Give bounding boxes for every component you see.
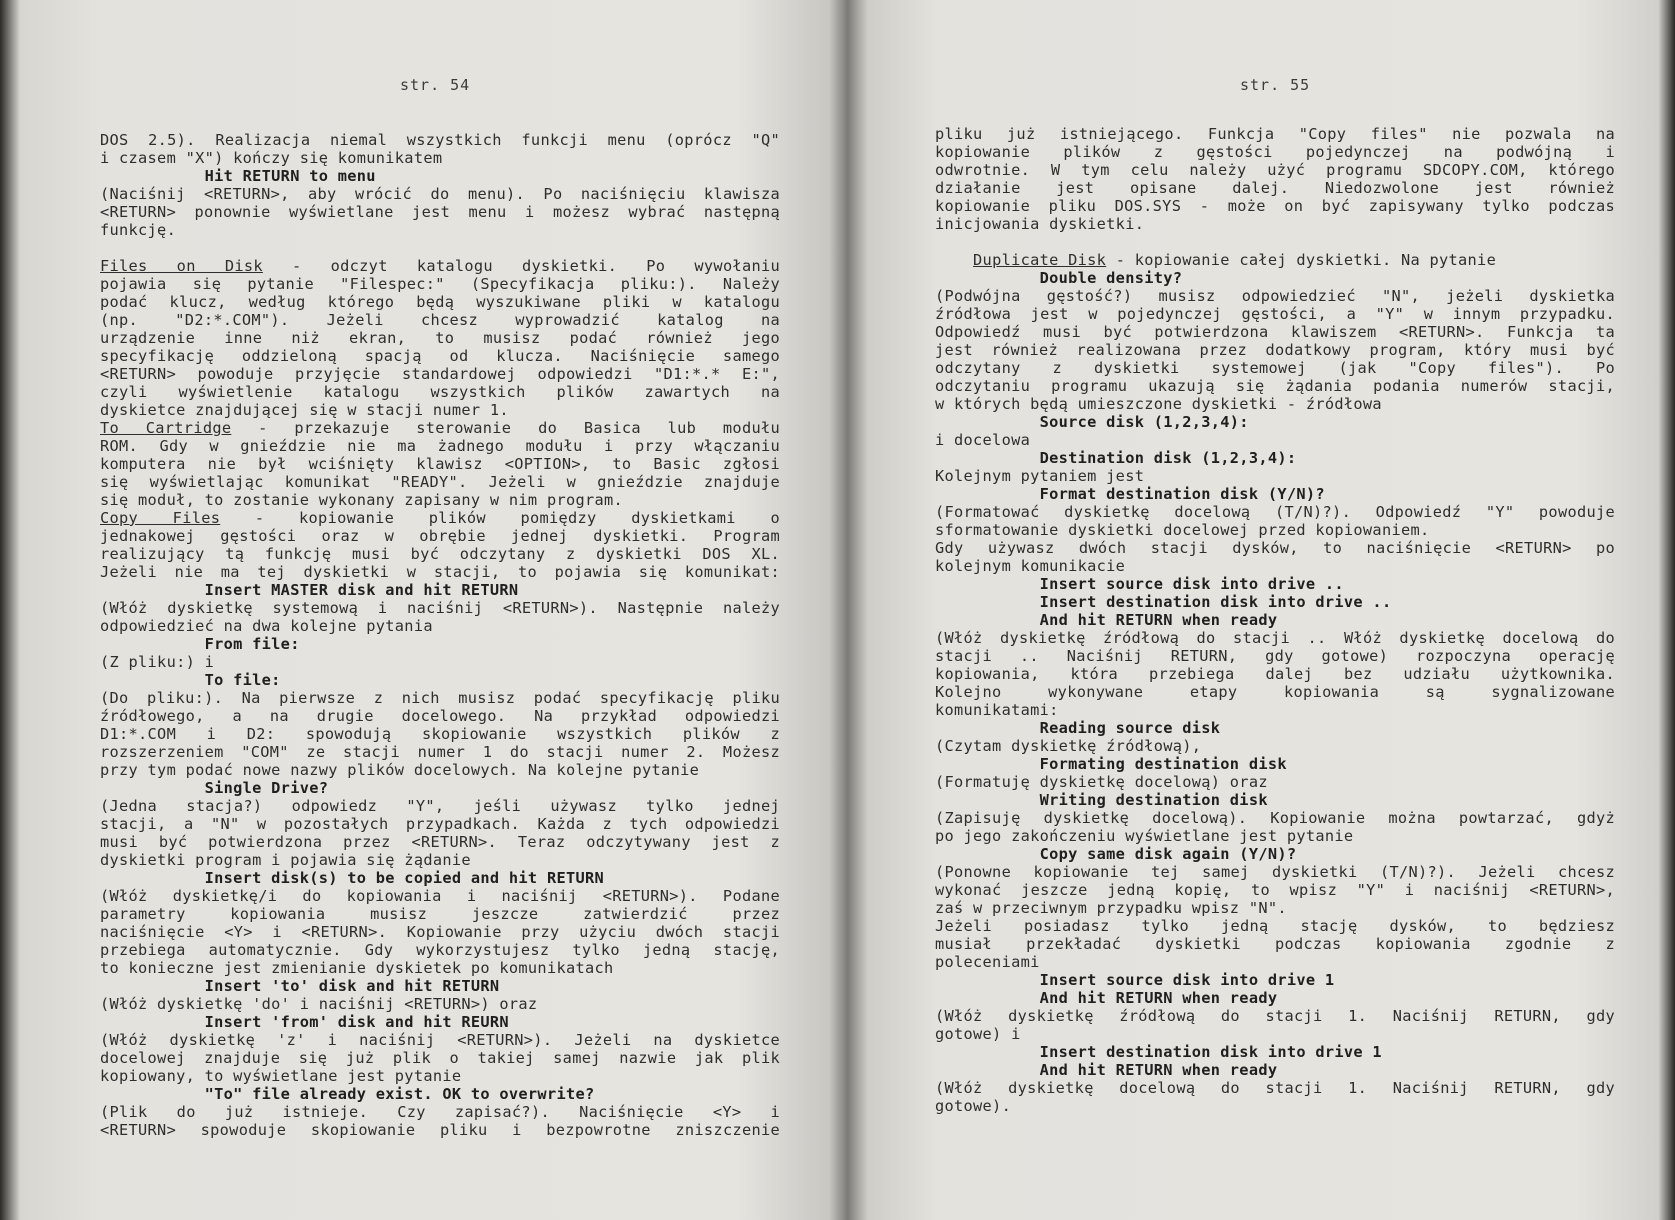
text-line: dyskietki program i pojawia się żądanie <box>100 851 471 869</box>
right-page <box>845 0 1675 1220</box>
text-line: Odpowiedź musi być potwierdzona klawiszem <RETURN>. Funkcja ta <box>935 323 1615 341</box>
screen-message-line: Insert destination disk into drive .. <box>935 593 1392 611</box>
screen-message-line: Insert destination disk into drive 1 <box>935 1043 1382 1061</box>
screen-message-line: Format destination disk (Y/N)? <box>935 485 1325 503</box>
screen-message-line: Hit RETURN to menu <box>100 167 376 185</box>
text-line: (Podwójna gęstość?) musisz odpowiedzieć "N", jeżeli dyskietka <box>935 287 1615 305</box>
page-number: str. 54 <box>400 76 471 94</box>
text-line: i czasem "X") kończy się komunikatem <box>100 149 443 167</box>
text-line: urządzenie inne niż ekran, to musisz podać również jego <box>100 329 780 347</box>
text-line: (Włóż dyskietkę źródłową do stacji .. Włóż dyskietkę docelową do <box>935 629 1615 647</box>
text-line: stacji .. Naciśnij RETURN, gdy gotowe) rozpoczyna operację <box>935 647 1615 665</box>
screen-message-line: Insert 'from' disk and hit REURN <box>100 1013 509 1031</box>
text-line: odwrotnie. W tym celu należy użyć programu SDCOPY.COM, którego <box>935 161 1615 179</box>
text-line: Jeżeli posiadasz tylko jedną stację dysków, to będziesz <box>935 917 1615 935</box>
text-line: zaś w przeciwnym przypadku wpisz "N". <box>935 899 1287 917</box>
page-text <box>935 125 1615 1115</box>
text-line: Kolejnym pytaniem jest <box>935 467 1145 485</box>
text-line: pliku już istniejącego. Funkcja "Copy files" nie pozwala na <box>935 125 1615 143</box>
text-line: w których będą umieszczone dyskietki - źródłowa <box>935 395 1382 413</box>
text-line: (Włóż dyskietkę 'do' i naciśnij <RETURN>) oraz <box>100 995 538 1013</box>
text-line: <RETURN> ponownie wyświetlane jest menu i możesz wybrać następną <box>100 203 780 221</box>
text-line: specyfikację oddzieloną spacją od klucza. Naciśnięcie samego <box>100 347 780 365</box>
text-line: poleceniami <box>935 953 1040 971</box>
text-line: źródłowego, a na drugie docelowego. Na przykład odpowiedzi <box>100 707 780 725</box>
text-line: (Formatuję dyskietkę docelową) oraz <box>935 773 1268 791</box>
text-line: przy tym podać nowe nazwy plików docelowych. Na kolejne pytanie <box>100 761 700 779</box>
text-line: (Włóż dyskietkę/i do kopiowania i naciśnij <RETURN>). Podane <box>100 887 780 905</box>
text-line: rozszerzeniem "COM" ze stacji numer 1 do stacji numer 2. Możesz <box>100 743 780 761</box>
page-text <box>100 131 780 1139</box>
text-line: odczytaniu programu ukazują się żądania podania numerów stacji, <box>935 377 1615 395</box>
text-line: odpowiedzieć na dwa kolejne pytania <box>100 617 433 635</box>
text-line: (Naciśnij <RETURN>, aby wrócić do menu). Po naciśnięciu klawisza <box>100 185 780 203</box>
text-line: docelowej znajduje się już plik o takiej samej nazwie jak plik <box>100 1049 780 1067</box>
text-line: sformatowanie dyskietki docelowej przed kopiowaniem. <box>935 521 1430 539</box>
text-line: realizujący tą funkcję musi być odczytany z dyskietki DOS XL. <box>100 545 780 563</box>
text-line: wykonać jeszcze jedną kopię, to wpisz "Y" i naciśnij <RETURN>, <box>935 881 1615 899</box>
text-line: kopiowania, która przebiega dalej bez udziału użytkownika. <box>935 665 1615 683</box>
section-heading: To Cartridge <box>100 419 232 437</box>
text-line: (Włóż dyskietkę docelową do stacji 1. Naciśnij RETURN, gdy <box>935 1079 1615 1097</box>
text-line: komunikatami: <box>935 701 1059 719</box>
text-line: Gdy używasz dwóch stacji dysków, to naciśnięcie <RETURN> po <box>935 539 1615 557</box>
text-line: To Cartridge - przekazuje sterowanie do Basica lub modułu <box>100 419 780 437</box>
text-line: Copy Files - kopiowanie plików pomiędzy dyskietkami o <box>100 509 780 527</box>
text-line: (Ponowne kopiowanie tej samej dyskietki (T/N)?). Jeżeli chcesz <box>935 863 1615 881</box>
screen-message-line: Single Drive? <box>100 779 329 797</box>
section-heading: Copy Files <box>100 509 221 527</box>
text-line: D1:*.COM i D2: spowodują skopiowanie wszystkich plików z <box>100 725 780 743</box>
text-line: po jego zakończeniu wyświetlane jest pytanie <box>935 827 1354 845</box>
text-line: Jeżeli nie ma tej dyskietki w stacji, to pojawia się komunikat: <box>100 563 780 581</box>
text-line <box>935 233 1615 251</box>
screen-message-line: And hit RETURN when ready <box>935 611 1278 629</box>
screen-message-line: And hit RETURN when ready <box>935 1061 1278 1079</box>
text-line: (Włóż dyskietkę 'z' i naciśnij <RETURN>). Jeżeli na dyskietce <box>100 1031 780 1049</box>
screen-message-line: Insert source disk into drive .. <box>935 575 1344 593</box>
screen-message-line: Formating destination disk <box>935 755 1287 773</box>
text-line: to konieczne jest zmienianie dyskietek po komunikatach <box>100 959 614 977</box>
text-line: musiał przekładać dyskietki podczas kopiowania zgodnie z <box>935 935 1615 953</box>
text-line: (np. "D2:*.COM"). Jeżeli chcesz wyprowadzić katalog na <box>100 311 780 329</box>
text-line: działanie jest opisane dalej. Niedozwolone jest również <box>935 179 1615 197</box>
text-line: (Zapisuję dyskietkę docelową). Kopiowanie można powtarzać, gdyż <box>935 809 1615 827</box>
section-heading: Duplicate Disk <box>973 251 1107 269</box>
screen-message-line: Insert MASTER disk and hit RETURN <box>100 581 519 599</box>
text-line: (Z pliku:) i <box>100 653 215 671</box>
text-line: pojawia się pytanie "Filespec:" (Specyfikacja pliku:). Należy <box>100 275 780 293</box>
text-line: kolejnym komunikacie <box>935 557 1126 575</box>
text-line: przebiega automatycznie. Gdy wykorzystujesz tylko jedną stację, <box>100 941 780 959</box>
screen-message-line: Insert 'to' disk and hit RETURN <box>100 977 500 995</box>
text-line: i docelowa <box>935 431 1031 449</box>
text-line: (Włóż dyskietkę systemową i naciśnij <RETURN>). Następnie należy <box>100 599 780 617</box>
text-line: (Formatować dyskietkę docelową (T/N)?). Odpowiedź "Y" powoduje <box>935 503 1615 521</box>
text-line: Duplicate Disk - kopiowanie całej dyskietki. Na pytanie <box>973 251 1497 269</box>
text-line: naciśnięcie <Y> i <RETURN>. Kopiowanie przy użyciu dwóch stacji <box>100 923 780 941</box>
text-line: dyskietce znajdującej się w stacji numer 1. <box>100 401 509 419</box>
screen-message-line: Insert source disk into drive 1 <box>935 971 1335 989</box>
text-line: <RETURN> powoduje przyjęcie standardowej odpowiedzi "D1:*.* E:", <box>100 365 780 383</box>
text-line: Files on Disk - odczyt katalogu dyskietki. Po wywołaniu <box>100 257 781 275</box>
text-line: jednakowej gęstości oraz w obrębie jednej dyskietki. Program <box>100 527 780 545</box>
screen-message-line: Double density? <box>935 269 1183 287</box>
screen-message-line: Writing destination disk <box>935 791 1268 809</box>
text-line: (Jedna stacja?) odpowiedz "Y", jeśli używasz tylko jednej <box>100 797 780 815</box>
screen-message-line: From file: <box>100 635 300 653</box>
text-line <box>100 239 780 257</box>
text-line: ROM. Gdy w gnieździe nie ma żadnego modułu i przy włączaniu <box>100 437 780 455</box>
screen-message-line: Insert disk(s) to be copied and hit RETURN <box>100 869 605 887</box>
text-line: (Czytam dyskietkę źródłową), <box>935 737 1202 755</box>
text-line: kopiowanie plików z gęstości pojedynczej na podwójną i <box>935 143 1615 161</box>
text-line: odczytany z dyskietki systemowej (jak "Copy files"). Po <box>935 359 1615 377</box>
text-line: funkcję. <box>100 221 177 239</box>
text-line: (Do pliku:). Na pierwsze z nich musisz podać specyfikację pliku <box>100 689 780 707</box>
page-number: str. 55 <box>1240 76 1311 94</box>
text-line: kopiowany, to wyświetlane jest pytanie <box>100 1067 462 1085</box>
screen-message-line: Source disk (1,2,3,4): <box>935 413 1249 431</box>
text-line: źródłowa jest w pojedynczej gęstości, a "Y" w innym przypadku. <box>935 305 1615 323</box>
text-line: <RETURN> spowoduje skopiowanie pliku i bezpowrotne zniszczenie <box>100 1121 780 1139</box>
screen-message-line: To file: <box>100 671 281 689</box>
text-line: czyli wyświetlenie katalogu wszystkich plików zawartych na <box>100 383 780 401</box>
text-line: gotowe) i <box>935 1025 1021 1043</box>
screen-message-line: Destination disk (1,2,3,4): <box>935 449 1297 467</box>
text-line: stacji, a "N" w pozostałych przypadkach. Każda z tych odpowiedzi <box>100 815 780 833</box>
text-line: podać klucz, według którego będą wyszukiwane pliki w katalogu <box>100 293 780 311</box>
text-line: inicjowania dyskietki. <box>935 215 1145 233</box>
text-line: parametry kopiowania musisz jeszcze zatwierdzić przez <box>100 905 780 923</box>
text-line: (Włóż dyskietkę źródłową do stacji 1. Naciśnij RETURN, gdy <box>935 1007 1615 1025</box>
text-line: się wyświetlając komunikat "READY". Jeżeli w gnieździe znajduje <box>100 473 780 491</box>
screen-message-line: Reading source disk <box>935 719 1221 737</box>
text-line: Kolejno wykonywane etapy kopiowania są sygnalizowane <box>935 683 1615 701</box>
screen-message-line: And hit RETURN when ready <box>935 989 1278 1007</box>
text-line: się moduł, to zostanie wykonany zapisany w nim program. <box>100 491 624 509</box>
text-line: gotowe). <box>935 1097 1012 1115</box>
text-line: kopiowanie pliku DOS.SYS - może on być zapisywany tylko podczas <box>935 197 1615 215</box>
text-line: (Plik do już istnieje. Czy zapisać?). Naciśnięcie <Y> i <box>100 1103 780 1121</box>
screen-message-line: Copy same disk again (Y/N)? <box>935 845 1297 863</box>
text-line: DOS 2.5). Realizacja niemal wszystkich funkcji menu (oprócz "Q" <box>100 131 780 149</box>
section-heading: Files on Disk <box>100 257 263 275</box>
text-line: musi być potwierdzona przez <RETURN>. Teraz odczytywany jest z <box>100 833 780 851</box>
text-line: komputera nie był wciśnięty klawisz <OPTION>, to Basic zgłosi <box>100 455 780 473</box>
text-line: jest również realizowana przez dodatkowy program, który musi być <box>935 341 1615 359</box>
screen-message-line: "To" file already exist. OK to overwrite? <box>100 1085 595 1103</box>
